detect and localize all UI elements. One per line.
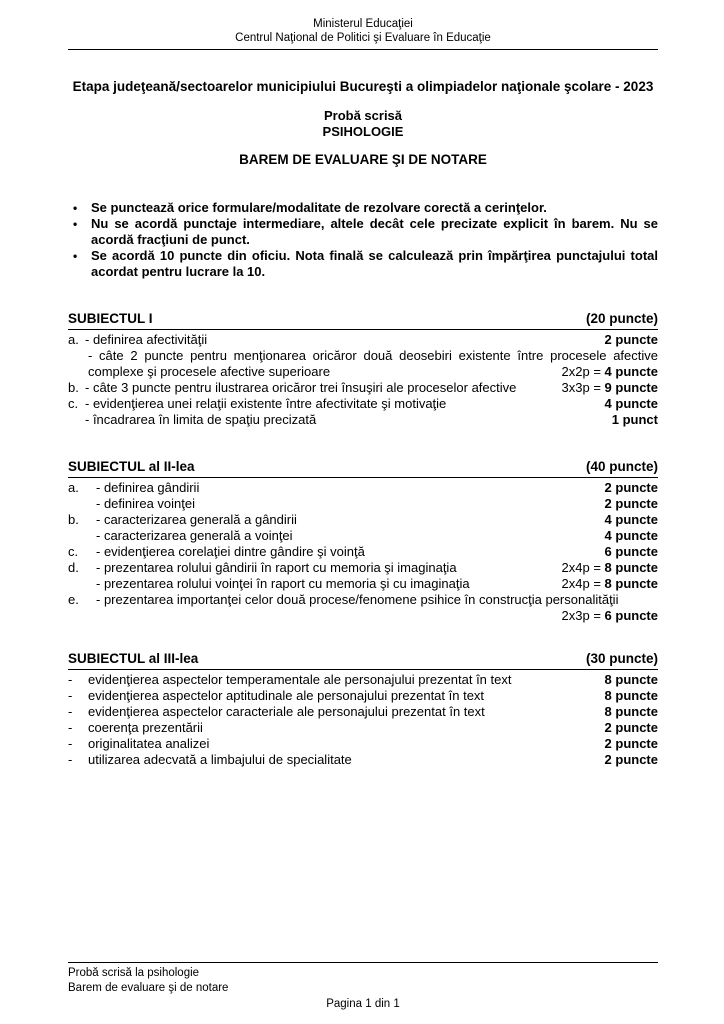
row-text: coerenţa prezentării [88, 720, 203, 735]
document-content [68, 0, 658, 768]
doc-heading: BAREM DE EVALUARE ŞI DE NOTARE [239, 152, 487, 167]
barem-row [68, 496, 658, 512]
row-text: - prezentarea rolului gândirii în raport cu memoria şi imaginaţia [96, 560, 457, 575]
row-label: - [68, 752, 73, 767]
row-points-value: 9 puncte [604, 380, 658, 395]
row-points: 2 puncte [604, 752, 658, 767]
barem-row [68, 348, 658, 380]
section-total: (40 puncte) [585, 459, 658, 474]
row-text: - câte 3 puncte pentru ilustrarea oricăror trei însuşiri ale proceselor afective [85, 380, 517, 395]
footer-line-exam: Probă scrisă la psihologie [68, 967, 200, 979]
page-footer [68, 962, 658, 1012]
exam-type: Probă scrisă [323, 108, 403, 123]
row-points: 6 puncte [604, 544, 658, 559]
row-text: - prezentarea importanţei celor două procese/fenomene psihice în construcţia personalităţii [96, 592, 619, 607]
row-points: 2 puncte [604, 736, 658, 751]
row-text: - definirea gândirii [96, 480, 200, 495]
bullet-icon: • [73, 217, 78, 231]
row-text: - evidenţierea corelaţiei dintre gândire şi voinţă [96, 544, 365, 559]
section-total: (30 puncte) [585, 651, 658, 666]
row-points: 2 puncte [604, 720, 658, 735]
barem-row [68, 720, 658, 736]
barem-row [68, 576, 658, 592]
row-label [68, 528, 96, 544]
row-text: - încadrarea în limita de spaţiu precizată [85, 412, 317, 427]
row-points: 4 puncte [604, 396, 658, 411]
row-points: 1 punct [611, 412, 658, 427]
barem-row [68, 396, 658, 412]
barem-row [68, 560, 658, 576]
row-calc: 2x4p = [561, 576, 605, 591]
row-points [562, 380, 658, 396]
barem-row [68, 672, 658, 688]
row-points [562, 608, 658, 624]
section-subiectul-1 [68, 310, 658, 428]
barem-row [68, 688, 658, 704]
bullet-icon: • [73, 249, 78, 263]
barem-row [68, 704, 658, 720]
row-points: 8 puncte [604, 704, 658, 719]
row-points: 2 puncte [604, 496, 658, 511]
section-total: (20 puncte) [585, 311, 658, 326]
row-calc: 2x2p = [561, 364, 605, 379]
row-text: - definirea afectivităţii [85, 332, 208, 347]
barem-row [68, 332, 658, 348]
org-header [68, 0, 658, 50]
row-text: evidenţierea aspectelor caracteriale ale personajului prezentat în text [88, 704, 485, 719]
row-label [68, 576, 96, 592]
note-item [68, 200, 658, 216]
row-points: 4 puncte [604, 528, 658, 543]
section-subiectul-2 [68, 458, 658, 624]
row-label: - [68, 688, 73, 703]
row-label: c. [68, 396, 79, 411]
row-points [562, 560, 658, 576]
row-label: c. [68, 544, 79, 559]
row-label [68, 412, 85, 428]
row-points: 8 puncte [604, 672, 658, 687]
row-label: d. [68, 560, 79, 575]
row-label: b. [68, 512, 79, 527]
section-header [68, 310, 658, 330]
row-text: - câte 2 puncte pentru menţionarea oricăror două deosebiri existente între procesele afective complexe şi procesele afective superioare [88, 348, 658, 379]
page-number: Pagina 1 din 1 [326, 998, 400, 1010]
row-text: - evidenţierea unei relaţii existente între afectivitate şi motivaţie [85, 396, 447, 411]
exam-subtitle [68, 108, 658, 139]
row-text: evidenţierea aspectelor temperamentale ale personajului prezentat în text [88, 672, 512, 687]
exam-subject: PSIHOLOGIE [322, 123, 404, 139]
row-points: 8 puncte [604, 688, 658, 703]
note-text: Nu se acordă punctaje intermediare, altele decât cele precizate explicit în barem. Nu se acordă fracţiuni de punct. [91, 216, 658, 247]
row-points: 4 puncte [604, 512, 658, 527]
row-label [68, 608, 96, 624]
notes-list [68, 200, 658, 280]
barem-row [68, 480, 658, 496]
row-points: 2 puncte [604, 480, 658, 495]
section-title: SUBIECTUL al III-lea [68, 651, 199, 666]
row-calc: 2x4p = [561, 560, 605, 575]
row-text [96, 608, 562, 624]
row-text: - caracterizarea generală a gândirii [96, 512, 297, 527]
row-text: evidenţierea aspectelor aptitudinale ale personajului prezentat în text [88, 688, 485, 703]
bullet-icon: • [73, 201, 78, 215]
row-label [68, 496, 96, 512]
barem-row [68, 380, 658, 396]
note-text: Se acordă 10 puncte din oficiu. Nota finală se calculează prin împărţirea punctajului total acordat pentru lucrare la 10. [91, 248, 658, 279]
row-text: utilizarea adecvată a limbajului de specialitate [88, 752, 352, 767]
barem-row [68, 412, 658, 428]
section-title: SUBIECTUL al II-lea [68, 459, 195, 474]
barem-row [68, 512, 658, 528]
row-label: e. [68, 592, 79, 607]
row-calc: 2x3p = [561, 608, 605, 623]
row-text: - definirea voinţei [96, 496, 195, 511]
row-label: - [68, 704, 73, 719]
footer-line-doc: Barem de evaluare şi de notare [68, 982, 229, 994]
row-label: - [68, 672, 73, 687]
note-item [68, 248, 658, 280]
row-calc: 3x3p = [561, 380, 605, 395]
barem-row [68, 752, 658, 768]
section-subiectul-3 [68, 650, 658, 768]
row-points [562, 576, 658, 592]
row-points-value: 8 puncte [604, 560, 658, 575]
barem-row [68, 736, 658, 752]
section-header [68, 650, 658, 670]
row-points-value: 8 puncte [604, 576, 658, 591]
row-points-value: 4 puncte [604, 364, 658, 379]
barem-row [68, 544, 658, 560]
barem-row [68, 528, 658, 544]
row-points-value: 6 puncte [604, 608, 658, 623]
row-points: 2 puncte [604, 332, 658, 347]
note-text: Se punctează orice formulare/modalitate de rezolvare corectă a cerinţelor. [91, 200, 547, 215]
row-text: - prezentarea rolului voinţei în raport cu memoria şi cu imaginaţia [96, 576, 470, 591]
section-title: SUBIECTUL I [68, 311, 153, 326]
page-title: Etapa judeţeană/sectoarelor municipiului Bucureşti a olimpiadelor naţionale şcolare - 2023 [72, 79, 654, 94]
note-item [68, 216, 658, 248]
row-points [554, 364, 658, 380]
row-label: b. [68, 380, 79, 395]
row-label: a. [68, 332, 79, 347]
row-label: - [68, 720, 73, 735]
agency-name: Centrul Naţional de Politici şi Evaluare în Educaţie [235, 31, 491, 44]
barem-row [68, 608, 658, 624]
ministry-name: Ministerul Educaţiei [313, 18, 413, 30]
row-label: a. [68, 480, 79, 495]
row-label: - [68, 736, 73, 751]
section-header [68, 458, 658, 478]
row-text: - caracterizarea generală a voinţei [96, 528, 293, 543]
row-text: originalitatea analizei [88, 736, 210, 751]
barem-row [68, 592, 658, 608]
